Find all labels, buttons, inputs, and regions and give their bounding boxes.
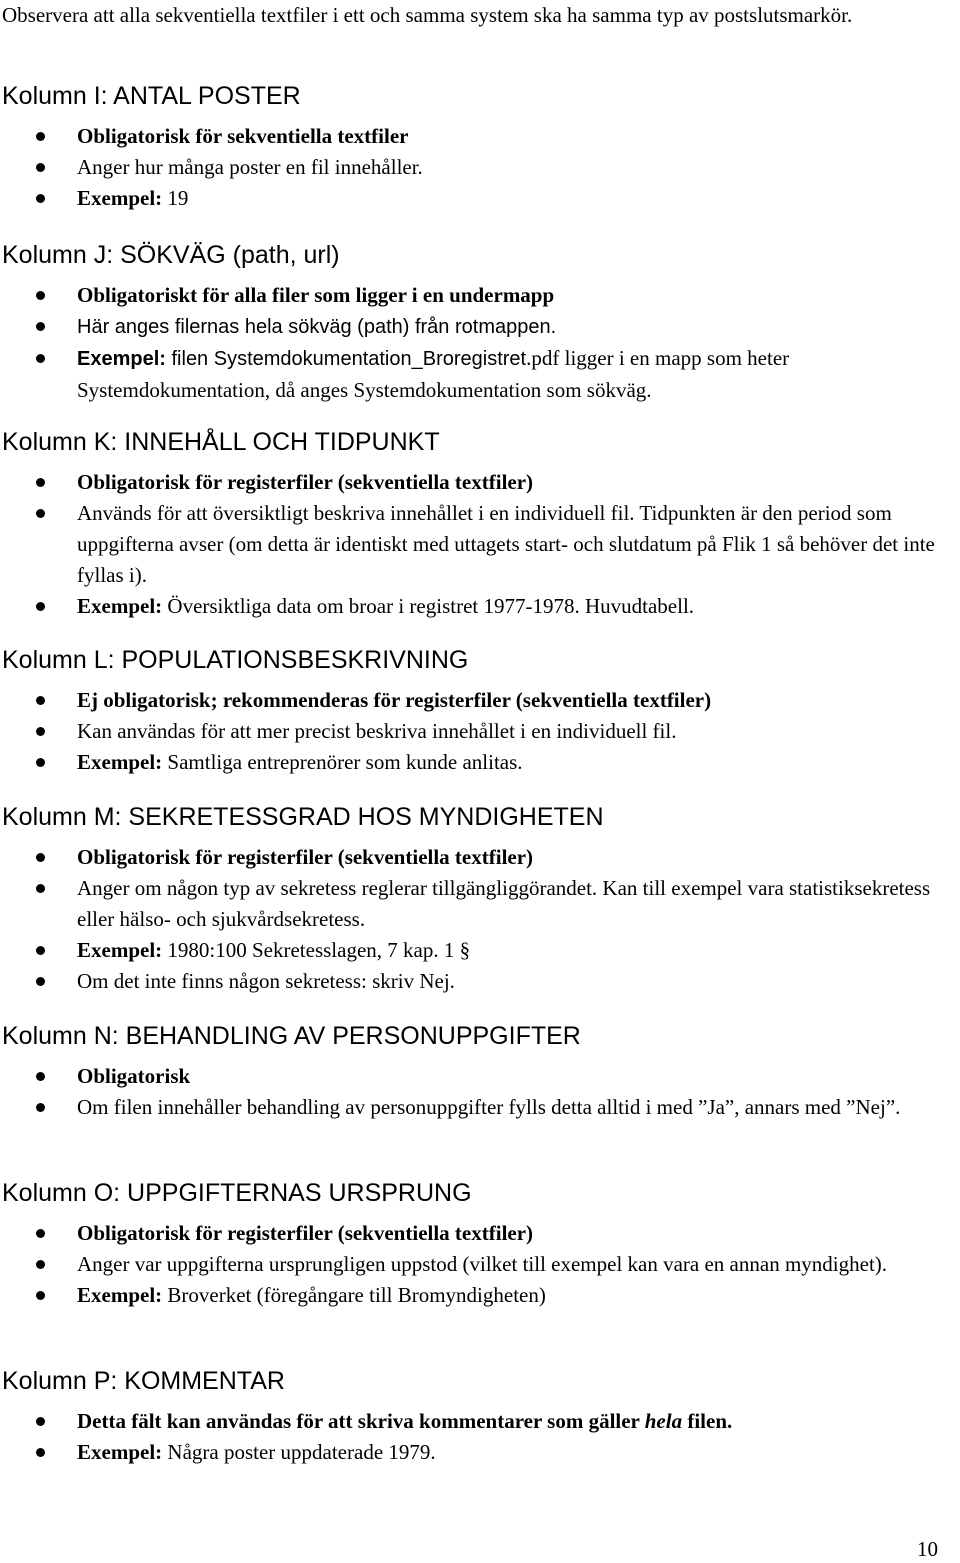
bullet-list (0, 121, 958, 214)
bullet-icon (36, 977, 45, 986)
section-heading: Kolumn K: INNEHÅLL OCH TIDPUNKT (2, 428, 440, 456)
requirement-text (77, 1409, 732, 1433)
bullet-icon (36, 1072, 45, 1081)
list-item (0, 121, 958, 152)
example-label: Exempel: (77, 750, 163, 774)
description-text: Här anges filernas hela sökväg (path) från rotmappen. (77, 316, 557, 338)
bullet-list (0, 842, 958, 997)
section-heading: Kolumn P: KOMMENTAR (2, 1367, 285, 1395)
list-item (0, 1280, 958, 1311)
section-heading: Kolumn I: ANTAL POSTER (2, 82, 301, 110)
bullet-icon (36, 946, 45, 955)
section-kolumn-n (0, 1021, 958, 1123)
description-text: Anger var uppgifterna ursprungligen uppstod (vilket till exempel kan vara en annan myndighet). (77, 1252, 888, 1276)
list-item (0, 1061, 958, 1092)
example-label: Exempel: (77, 186, 163, 210)
bullet-icon (36, 696, 45, 705)
bullet-icon (36, 1291, 45, 1300)
list-item (0, 1218, 958, 1249)
list-item (0, 1249, 958, 1280)
emphasis-text: hela (644, 1409, 683, 1433)
section-heading: Kolumn M: SEKRETESSGRAD HOS MYNDIGHETEN (2, 803, 604, 831)
intro-note: Observera att alla sekventiella textfiler i ett och samma system ska ha samma typ av postslutsmarkör. (2, 3, 853, 27)
list-item (0, 842, 958, 873)
list-item (0, 716, 958, 747)
no-secrecy-text: Om det inte finns någon sekretess: skriv Nej. (77, 969, 455, 993)
section-heading: Kolumn N: BEHANDLING AV PERSONUPPGIFTER (2, 1022, 581, 1050)
description-text: Kan användas för att mer precist beskriva innehållet i en individuell fil. (77, 719, 677, 743)
description-text: Anger hur många poster en fil innehåller. (77, 155, 423, 179)
bullet-icon (36, 727, 45, 736)
bullet-list (0, 1218, 958, 1311)
list-item (0, 873, 958, 935)
bullet-icon (36, 884, 45, 893)
bullet-icon (36, 291, 45, 300)
example-label: Exempel: (77, 1440, 163, 1464)
list-item (0, 152, 958, 183)
bullet-icon (36, 1229, 45, 1238)
example-text: Samtliga entreprenörer som kunde anlitas. (162, 750, 523, 774)
requirement-text: Ej obligatorisk; rekommenderas för registerfiler (sekventiella textfiler) (77, 688, 712, 712)
section-kolumn-k (0, 427, 958, 622)
list-item (0, 1406, 958, 1437)
bullet-icon (36, 1448, 45, 1457)
section-kolumn-p (0, 1366, 958, 1468)
description-text: Om filen innehåller behandling av personuppgifter fylls detta alltid i med ”Ja”, annars med ”Nej”. (77, 1095, 901, 1119)
bullet-icon (36, 132, 45, 141)
section-heading: Kolumn L: POPULATIONSBESKRIVNING (2, 646, 469, 674)
requirement-text: Obligatorisk för registerfiler (sekventiella textfiler) (77, 1221, 534, 1245)
list-item (0, 685, 958, 716)
bullet-icon (36, 354, 45, 363)
requirement-text: Obligatoriskt för alla filer som ligger i en undermapp (77, 283, 555, 307)
example-text: Några poster uppdaterade 1979. (162, 1440, 436, 1464)
bullet-icon (36, 194, 45, 203)
section-kolumn-o (0, 1178, 958, 1311)
bullet-icon (36, 1417, 45, 1426)
list-item (0, 311, 958, 343)
bullet-icon (36, 602, 45, 611)
requirement-text: Obligatorisk för sekventiella textfiler (77, 124, 409, 148)
example-label: Exempel: (77, 1283, 163, 1307)
example-text-filename: filen Systemdokumentation_Broregistret (165, 348, 527, 370)
bullet-icon (36, 1260, 45, 1269)
bullet-list (0, 1406, 958, 1468)
bullet-list (0, 685, 958, 778)
section-heading: Kolumn O: UPPGIFTERNAS URSPRUNG (2, 1179, 472, 1207)
page-number: 10 (917, 1537, 938, 1561)
bullet-icon (36, 509, 45, 518)
example-text: .pdf ligger i en mapp som heter Systemdokumentation, då anges Systemdokumentation som sökväg. (77, 346, 790, 402)
section-heading: Kolumn J: SÖKVÄG (path, url) (2, 241, 340, 269)
list-item (0, 1437, 958, 1468)
list-item (0, 183, 958, 214)
section-kolumn-j (0, 240, 958, 406)
list-item (0, 935, 958, 966)
example-text: Broverket (föregångare till Bromyndigheten) (162, 1283, 546, 1307)
list-item (0, 498, 958, 591)
bullet-icon (36, 1103, 45, 1112)
section-kolumn-m (0, 802, 958, 997)
bullet-list (0, 280, 958, 406)
bullet-icon (36, 758, 45, 767)
description-text: Anger om någon typ av sekretess reglerar tillgängliggörandet. Kan till exempel vara statistiksekretess eller hälso- och sjukvårdsekretess. (77, 876, 931, 931)
requirement-text: Obligatorisk (77, 1064, 191, 1088)
bullet-icon (36, 478, 45, 487)
example-label: Exempel: (77, 348, 166, 370)
description-text: Används för att översiktligt beskriva innehållet i en individuell fil. Tidpunkten är den period som uppgifterna avser (om detta är identiskt med uttagets start- och slutdatum på Flik 1 så behöver det inte fyllas i). (77, 501, 935, 587)
example-text: 19 (162, 186, 189, 210)
bullet-list (0, 467, 958, 622)
requirement-text-start: Detta fält kan användas för att skriva kommentarer som gäller (77, 1409, 645, 1433)
list-item (0, 591, 958, 622)
list-item (0, 343, 958, 406)
requirement-text-end: filen. (682, 1409, 733, 1433)
section-kolumn-i (0, 81, 958, 214)
bullet-icon (36, 853, 45, 862)
requirement-text: Obligatorisk för registerfiler (sekventiella textfiler) (77, 470, 534, 494)
list-item (0, 966, 958, 997)
example-label: Exempel: (77, 594, 163, 618)
list-item (0, 280, 958, 311)
bullet-list (0, 1061, 958, 1123)
requirement-text: Obligatorisk för registerfiler (sekventiella textfiler) (77, 845, 534, 869)
list-item (0, 747, 958, 778)
bullet-icon (36, 163, 45, 172)
example-label: Exempel: (77, 938, 163, 962)
bullet-icon (36, 322, 45, 331)
example-text: 1980:100 Sekretesslagen, 7 kap. 1 § (162, 938, 471, 962)
section-kolumn-l (0, 645, 958, 778)
list-item (0, 467, 958, 498)
example-text: Översiktliga data om broar i registret 1977-1978. Huvudtabell. (162, 594, 695, 618)
list-item (0, 1092, 958, 1123)
